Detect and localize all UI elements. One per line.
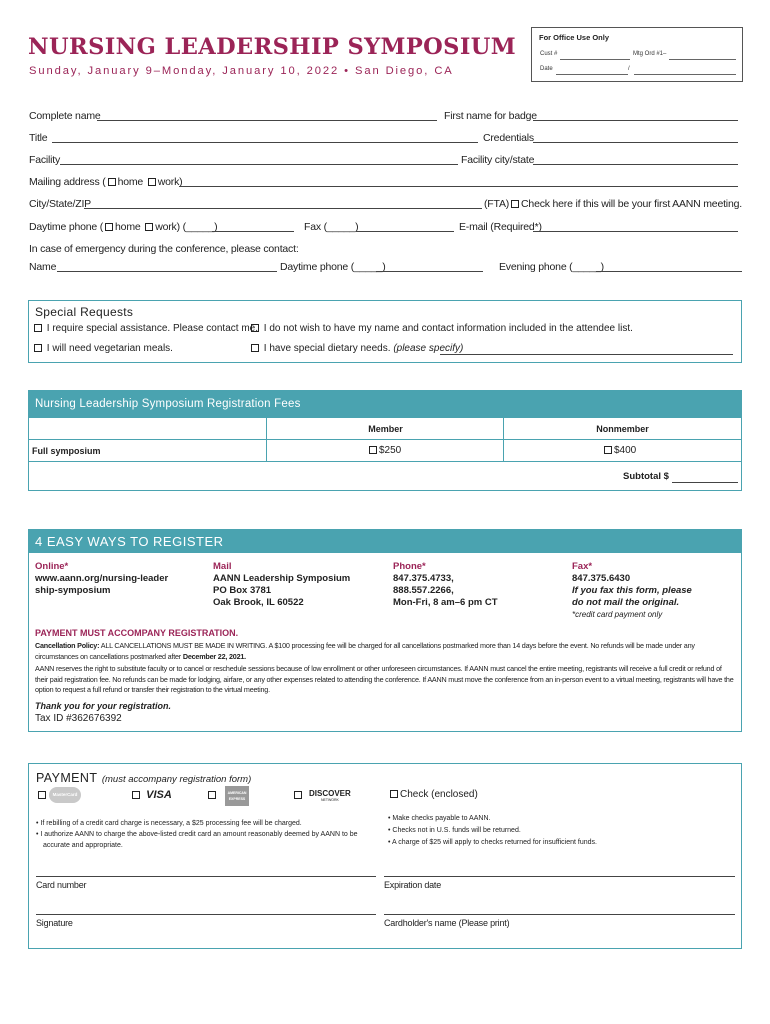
- signature-label: Signature: [36, 918, 73, 928]
- facility-city-field[interactable]: [533, 164, 738, 165]
- reserve-policy: AANN reserves the right to substitute faculty or to cancel or reschedule sessions because of low enrollment or other unforeseen circumstances. If AANN must cancel the entire meeting, registrants will receive a full credit or refund of their paid registration fee. No refunds can be made for lodging, airfare, or any other expenses related to attending the conference. If AANN must move the conference from an in-person event to a virtual meeting, registrants will have the option to request a full refund or transfer their registration to the virtual meeting.: [35, 664, 734, 694]
- registration-fees-table: [28, 390, 742, 491]
- fax-field[interactable]: [356, 231, 454, 232]
- fees-heading: Nursing Leadership Symposium Registration Fees: [35, 398, 301, 410]
- check-note-3: • A charge of $25 will apply to checks returned for insufficient funds.: [388, 839, 597, 846]
- emergency-daytime-label: Daytime phone (_____): [280, 261, 386, 273]
- signature-field[interactable]: [36, 914, 376, 915]
- check-checkbox[interactable]: [390, 790, 398, 798]
- home-checkbox[interactable]: [108, 178, 116, 186]
- fax-label: Fax (_____): [304, 221, 359, 233]
- amex-logo: AMERICAN EXPRESS: [225, 786, 249, 806]
- no-share-option: I do not wish to have my name and contact information included in the attendee list.: [249, 323, 633, 334]
- first-meeting-option: (FTA) Check here if this will be your first AANN meeting.: [484, 198, 742, 210]
- date-field-2[interactable]: [634, 74, 736, 75]
- date-label: Date: [540, 66, 553, 72]
- daytime-phone-label: Daytime phone ( home work) (_____): [29, 221, 218, 233]
- email-label: E-mail (Required*): [459, 221, 542, 233]
- cardholder-name-field[interactable]: [384, 914, 735, 915]
- badge-name-field[interactable]: [533, 120, 738, 121]
- mtg-ord-label: Mtg Ord #1–: [633, 51, 667, 57]
- credit-only-note: *credit card payment only: [572, 610, 663, 619]
- no-share-checkbox[interactable]: [251, 324, 259, 332]
- fees-header-bar: [29, 391, 741, 418]
- special-assistance-checkbox[interactable]: [34, 324, 42, 332]
- emergency-daytime-field[interactable]: [376, 271, 483, 272]
- phone-home-checkbox[interactable]: [105, 223, 113, 231]
- cc-note-2: • I authorize AANN to charge the above-listed credit card an amount reasonably deemed by AANN to be: [36, 831, 358, 838]
- cc-note-1: • If rebilling of a credit card charge is necessary, a $25 processing fee will be charged.: [36, 820, 302, 827]
- thank-you-note: Thank you for your registration.: [35, 701, 172, 711]
- member-column-header: Member: [368, 424, 403, 434]
- nonmember-fee-option: $400: [602, 445, 636, 456]
- work-checkbox[interactable]: [148, 178, 156, 186]
- dietary-option: I have special dietary needs. (please specify): [249, 343, 463, 354]
- cust-label: Cust #: [540, 51, 558, 57]
- credentials-field[interactable]: [533, 142, 738, 143]
- online-url[interactable]: www.aann.org/nursing-leader: [35, 573, 169, 584]
- emergency-name-field[interactable]: [57, 271, 277, 272]
- mastercard-logo: MasterCard: [49, 787, 81, 803]
- payment-heading: PAYMENT: [36, 771, 98, 785]
- daytime-phone-field[interactable]: [212, 231, 294, 232]
- facility-city-label: Facility city/state: [461, 154, 535, 166]
- cancellation-policy: Cancellation Policy: ALL CANCELLATIONS MUST BE MADE IN WRITING. A $100 processing fee will be charged for all cancellations postmarked more than 14 days before the event. No refunds will be made under any circumstances on cancellations postmarked after December 22, 2021.: [35, 641, 695, 661]
- complete-name-field[interactable]: [97, 120, 437, 121]
- emergency-heading: In case of emergency during the conference, please contact:: [29, 243, 299, 255]
- discover-checkbox[interactable]: [294, 791, 302, 799]
- register-phone: Phone* 847.375.4733, 888.557.2266, Mon-Fri, 8 am–6 pm CT: [393, 561, 498, 608]
- city-state-zip-label: City/State/ZIP: [29, 198, 91, 210]
- nonmember-column-header: Nonmember: [596, 424, 649, 434]
- mailing-address-label: Mailing address ( home work): [29, 176, 183, 188]
- special-requests-box: [28, 300, 742, 363]
- payment-subheading: (must accompany registration form): [101, 774, 252, 785]
- badge-name-label: First name for badge: [444, 110, 537, 122]
- phone-work-checkbox[interactable]: [145, 223, 153, 231]
- register-mail: Mail AANN Leadership Symposium PO Box 3781 Oak Brook, IL 60522: [213, 561, 351, 608]
- complete-name-label: Complete name: [29, 110, 101, 122]
- payment-heading-row: [36, 769, 251, 787]
- amex-checkbox[interactable]: [208, 791, 216, 799]
- first-meeting-checkbox[interactable]: [511, 200, 519, 208]
- emergency-evening-field[interactable]: [596, 271, 742, 272]
- office-use-heading: For Office Use Only: [539, 33, 610, 42]
- nonmember-fee-checkbox[interactable]: [604, 446, 612, 454]
- register-box: [28, 529, 742, 732]
- special-requests-heading: Special Requests: [35, 305, 134, 319]
- discover-logo: DISCOVER NETWORK: [309, 789, 351, 802]
- register-heading: 4 EASY WAYS TO REGISTER: [35, 534, 224, 549]
- title-label: Title: [29, 132, 48, 144]
- payment-box: [28, 763, 742, 949]
- city-state-zip-field[interactable]: [84, 208, 482, 209]
- mailing-address-field[interactable]: [179, 186, 738, 187]
- emergency-name-label: Name: [29, 261, 57, 273]
- emergency-evening-label: Evening phone (_____): [499, 261, 604, 273]
- check-option: Check (enclosed): [388, 789, 478, 800]
- vegetarian-option: I will need vegetarian meals.: [32, 343, 173, 354]
- subtotal-field[interactable]: [672, 482, 738, 483]
- visa-logo: VISA: [146, 789, 172, 801]
- cardholder-name-label: Cardholder's name (Please print): [384, 918, 510, 928]
- credentials-label: Credentials: [483, 132, 534, 144]
- payment-must-accompany: PAYMENT MUST ACCOMPANY REGISTRATION.: [35, 628, 239, 638]
- facility-field[interactable]: [60, 164, 458, 165]
- email-field[interactable]: [533, 231, 738, 232]
- title-field[interactable]: [52, 142, 478, 143]
- card-number-label: Card number: [36, 880, 87, 890]
- mtg-ord-field[interactable]: [669, 59, 736, 60]
- register-online: Online* www.aann.org/nursing-leader ship-symposium: [35, 561, 169, 596]
- member-fee-option: $250: [367, 445, 401, 456]
- date-slash: /: [628, 66, 630, 72]
- special-assistance-option: I require special assistance. Please contact me.: [32, 323, 258, 334]
- event-date-location: Sunday, January 9–Monday, January 10, 2022 • San Diego, CA: [29, 65, 454, 77]
- register-fax: Fax* 847.375.6430 If you fax this form, please do not mail the original. *credit card payment only: [572, 561, 692, 619]
- expiration-field[interactable]: [384, 876, 735, 877]
- facility-label: Facility: [29, 154, 61, 166]
- office-use-box: [531, 27, 743, 82]
- fees-grid: [29, 418, 741, 462]
- cc-note-3: accurate and appropriate.: [43, 842, 123, 849]
- cust-field[interactable]: [560, 59, 630, 60]
- check-note-1: • Make checks payable to AANN.: [388, 815, 491, 822]
- full-symposium-label: Full symposium: [32, 446, 101, 456]
- member-fee-checkbox[interactable]: [369, 446, 377, 454]
- page-title: NURSING LEADERSHIP SYMPOSIUM: [28, 34, 517, 60]
- expiration-label: Expiration date: [384, 880, 442, 890]
- date-field[interactable]: [556, 74, 628, 75]
- card-number-field[interactable]: [36, 876, 376, 877]
- mastercard-checkbox[interactable]: [38, 791, 46, 799]
- dietary-checkbox[interactable]: [251, 344, 259, 352]
- vegetarian-checkbox[interactable]: [34, 344, 42, 352]
- visa-checkbox[interactable]: [132, 791, 140, 799]
- subtotal-label: Subtotal $: [623, 471, 669, 482]
- check-note-2: • Checks not in U.S. funds will be returned.: [388, 827, 521, 834]
- tax-id: Tax ID #362676392: [35, 713, 122, 724]
- register-header-bar: [29, 530, 741, 553]
- dietary-field[interactable]: [440, 354, 733, 355]
